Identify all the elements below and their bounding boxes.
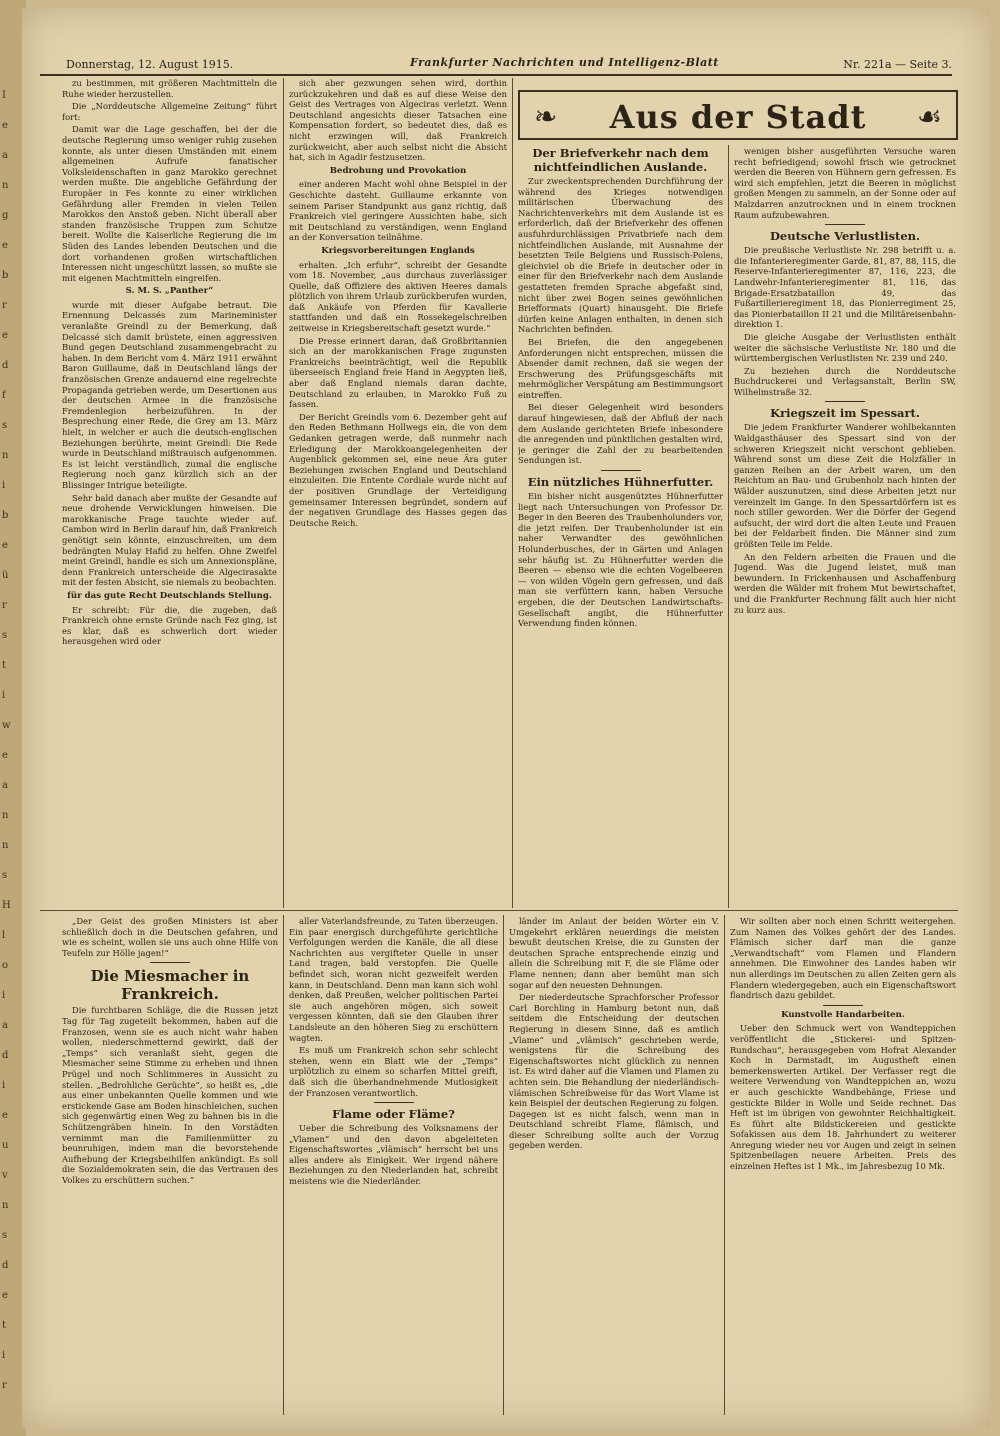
margin-letter: a [2, 150, 8, 161]
paragraph: wurde mit dieser Aufgabe betraut. Die Ernennung Delcassés zum Marineminister veranlaßte Greindl zu der Bemerkung, daß Delcassé sich damit brüstete, einen aggressiven Bund gegen Deutschland zusammengebracht zu haben. In dem Bericht vom 4. März 1911 erwähnt Baron Guillaume, daß in Deutschland längs der französischen Grenze andauernd eine regelrechte Propaganda getrieben werde, um Desertionen aus der deutschen Armee in die französische Fremdenlegion herbeizuführen. In der Besprechung einer Rede, die Grey am 13. März hielt, in welcher er auch die deutsch-englischen Beziehungen berührte, meint Greindl: Die Rede wurde in Deutschland mißtrauisch aufgenommen. Es ist leicht verständlich, zumal die englische Regierung noch ganz kürzlich sich an der Blissinger Intrigue beteiligte. [62, 299, 277, 490]
margin-letter: r [2, 600, 7, 611]
article-heading: Flame oder Fläme? [332, 1107, 455, 1122]
divider [823, 1005, 863, 1006]
paragraph: Der Bericht Greindls vom 6. Dezember geht auf den Reden Bethmann Hollwegs ein, die von dem Gedanken getragen werde, daß nunmehr nach Erledigung der Marokkoangelegenheiten der Augenblick gekommen sei, eine neue Ära guter Beziehungen zwischen England und Deutschland einzuleiten. Die Entente Cordiale wurde nicht auf der positiven Grundlage der Verteidigung gemeinsamer Interessen begründet, sondern auf der negativen Grundlage des Hasses gegen das Deutsche Reich. [289, 411, 507, 528]
margin-letter: i [2, 1080, 6, 1091]
paragraph: wenigen bisher ausgeführten Versuche waren recht befriedigend; sowohl frisch wie getrocknet werden die Beeren von Hühnern gern gefressen. Es wird sich empfehlen, jetzt die Beeren in möglichst großen Mengen zu sammeln, an der Sonne oder auf Malzdarren anzutrocknen und in einem trocknen Raum aufzubewahren. [734, 146, 956, 220]
column-divider [512, 78, 513, 908]
margin-letter: v [2, 1170, 8, 1181]
margin-letter: a [2, 1020, 8, 1031]
subheading: Kunstvolle Handarbeiten. [781, 1009, 905, 1020]
ornament-icon: ☙ [916, 100, 942, 133]
paragraph: Wir sollten aber noch einen Schritt weitergehen. Zum Namen des Volkes gehört der des Landes. Flämisch sicher darf man die ganze „Verwandtschaft“ vom Flamen und Flandern annehmen. Die Einwohner des Landes haben wir nun allerdings im Deutschen zu allen Zeiten gern als Flandern wiedergegeben, auch ein Eigenschaftswort flandrisch dazu gebildet. [730, 916, 956, 1001]
section-title: Aus der Stadt [609, 98, 867, 136]
paragraph: aller Vaterlandsfreunde, zu Taten überzeugen. Ein paar energisch durchgeführte gerichtliche Verfolgungen werden die Kanäle, die all diese Nachrichten aus vergifteter Quelle in unser Land tragen, bald verstopfen. Die Quelle befindet sich, woran nicht gezweifelt werden kann, in Deutschland. Denn man kann sich wohl denken, daß Preußen, welcher politischen Partei sie auch angehören mögen, sich soweit vergessen könnten, daß sie den Glauben ihrer Landsleute an den höheren Sieg zu erschüttern wagten. [289, 916, 498, 1043]
paragraph: An den Feldern arbeiten die Frauen und die Jugend. Was die Jugend leistet, muß man bewundern. In Frickenhausen und Aschaffenburg werden die Wälder mit frohem Mut bewirtschaftet, und die Frankfurter Rechnung fällt auch hier nicht zu kurz aus. [734, 551, 956, 615]
margin-letter: f [2, 390, 6, 401]
paragraph: Bei Briefen, die den angegebenen Anforderungen nicht entsprechen, müssen die Absender damit rechnen, daß sie wegen der Erschwerung des Prüfungsgeschäfts mit mehrmöglicher Verspätung am Bestimmungsort eintreffen. [518, 336, 723, 400]
margin-letter: t [2, 660, 7, 671]
margin-letter: l [2, 930, 6, 941]
paragraph: sich aber gezwungen sehen wird, dorthin zurückzukehren und daß es auf diese Weise den Geist des Vertrages von Algeciras verletzt. Wenn Deutschland angesichts dieser Tatsachen eine Kompensation fordert, so bedeutet dies, daß es nicht erzwingen will, daß Frankreich zurückweicht, aber auch selbst nicht die Absicht hat, sich in Agadir festzusetzen. [289, 78, 507, 163]
margin-letter: u [2, 1140, 9, 1151]
paragraph: länder im Anlaut der beiden Wörter ein V. Umgekehrt erklären neuerdings die meisten bewußt deutschen Kreise, die zu Gunsten der deutschen Sprache entsprechende einzig und allein die Schreibung mit F, die sie Fläme oder Flame nennen; dann aber bemüht man sich sogar auf den neuesten Dehnungen. [509, 916, 719, 990]
margin-letter: s [2, 870, 8, 881]
column-divider [283, 915, 284, 1415]
page-header [40, 54, 952, 76]
ornament-icon: ❧ [534, 100, 558, 133]
margin-letter: b [2, 270, 9, 281]
margin-letter: i [2, 1350, 6, 1361]
paragraph: Die jedem Frankfurter Wanderer wohlbekannten Waldgasthäuser des Spessart sind von der schweren Kriegszeit nicht verschont geblieben. Während sonst um diese Zeit die Holzfäller in ganzen Reihen an der Arbeit waren, um den Reichtum an Bau- und Grubenholz nach hinten der Wälder auszunutzen, sind diese Arbeiten jetzt nur vereinzelt im Gange. In den Spessartdörfern ist es noch stiller geworden. Wer die Dörfer der Gegend aufsucht, der wird dort die alten Leute und Frauen bei der Feldarbeit finden. Die Männer sind zum größten Teile im Felde. [734, 422, 956, 549]
margin-letter: g [2, 210, 9, 221]
paragraph: Zur zweckentsprechenden Durchführung der während des Krieges notwendigen militärischen Überwachung des Nachrichtenverkehrs mit dem Auslande ist es erforderlich, daß der Briefverkehr des offenen ausfuhrdurchlässigen Privatbriefe nach dem nichtfeindlichen Auslande, mit Ausnahme der besetzten Teile Belgiens und Russisch-Polens, gleichviel ob die Briefe in deutscher oder in einer für den Briefverkehr nach dem Auslande gestatteten fremden Sprache abgefaßt sind, nicht über zwei Bogen seines gewöhnlichen Briefformats (Quart) hinausgeht. Die Briefe dürfen keine Anlagen enthalten, in denen sich Nachrichten befinden. [518, 176, 723, 335]
margin-letter: n [2, 810, 9, 821]
column-divider [724, 915, 725, 1415]
paragraph: Es muß um Frankreich schon sehr schlecht stehen, wenn ein Blatt wie der „Temps“ urplötzlich zu einem so scharfen Mittel greift, daß sich die überhandnehmende Mutlosigkeit der Franzosen verantwortlich. [289, 1045, 498, 1098]
subheading: Kriegsvorbereitungen Englands [321, 245, 475, 256]
paragraph: einer anderen Macht wohl ohne Beispiel in der Geschichte dasteht. Guillaume erkannte von seinem Pariser Standpunkt aus ganz richtig, daß Frankreich viel geringere Aussichten habe, sich mit Deutschland zu verständigen, wenn England an der Konversation teilnähme. [289, 179, 507, 243]
divider [825, 224, 865, 225]
paragraph: Die „Norddeutsche Allgemeine Zeitung“ führt fort: [62, 101, 277, 122]
margin-letter: e [2, 120, 8, 131]
margin-letter: s [2, 630, 8, 641]
margin-letter: t [2, 1320, 7, 1331]
paragraph: Die furchtbaren Schläge, die die Russen jetzt Tag für Tag zugeteilt bekommen, haben auf die Franzosen, wenn sie es auch nicht wahr haben wollen, niederschmetternd gewirkt, daß der „Temps“ sich veranlaßt sieht, gegen die Miesmacher seine Stimme zu erheben und ihnen Prügel und noch Schlimmeres in Aussicht zu stellen. „Bedrohliche Gerüchte“, so heißt es, „die aus einer unbekannten Quelle kommen und wie erstickende Gase am Boden hinschleichen, suchen sich gegenwärtig einen Weg zu bahnen bis in die Schützengräben hinein. In den Vorstädten vernimmt man die Familienmütter zu beunruhigen, indem man die bevorstehende Aufhebung der Kriegsbeihilfen ankündigt. Es soll die Sozialdemokraten sein, die das Vertrauen des Volkes zu erschüttern suchen.“ [62, 1005, 278, 1185]
paragraph: Bei dieser Gelegenheit wird besonders darauf hingewiesen, daß der Abfluß der nach dem Auslande gerichteten Briefe inbesondere die anregenden und pünktlichen gestalten wird, je geringer die Zahl der zu bearbeitenden Sendungen ist. [518, 402, 723, 466]
margin-letter: d [2, 1050, 9, 1061]
paragraph: erhalten. „Ich erfuhr“, schreibt der Gesandte vom 18. November, „aus durchaus zuverlässiger Quelle, daß Offiziere des aktiven Heeres damals plötzlich von ihrem Urlaub zurückberufen wurden, daß Ankäufe von Pferden für Kavallerie stattfanden und daß ein Rossekegelschreiben zeitweise in Kriegsbereitschaft gesetzt wurde.“ [289, 259, 507, 334]
article-heading: Die Miesmacher in Frankreich. [90, 967, 250, 1004]
margin-letter: s [2, 1230, 8, 1241]
article-heading: Deutsche Verlustlisten. [769, 229, 921, 244]
margin-letter: n [2, 1200, 9, 1211]
article-heading: Kriegszeit im Spessart. [770, 406, 920, 421]
margin-letter: e [2, 1110, 8, 1121]
margin-letter: i [2, 990, 6, 1001]
lower-column-1 [62, 916, 278, 1416]
lower-column-2 [289, 916, 498, 1416]
column-3 [518, 146, 723, 906]
lower-column-4 [730, 916, 956, 1416]
paragraph: Die Presse erinnert daran, daß Großbritannien sich an der marokkanischen Frage zugunsten Frankreichs beeinträchtigt, weil die Republik überseeisch England freie Hand in Aegypten ließ, aber daß England niemals daran dachte, Deutschland zu erlauben, in Marokko Fuß zu fassen. [289, 335, 507, 410]
divider [374, 1102, 414, 1103]
column-1 [62, 78, 277, 906]
margin-letter: d [2, 1260, 9, 1271]
margin-letter: e [2, 1290, 8, 1301]
paragraph: Die gleiche Ausgabe der Verlustlisten enthält weiter die sächsische Verlustliste Nr. 180 und die württembergischen Verlustlisten Nr. 239 und 240. [734, 331, 956, 364]
divider [150, 962, 190, 963]
column-divider [503, 915, 504, 1415]
margin-letter: e [2, 240, 8, 251]
subheading: S. M. S. „Panther“ [125, 286, 214, 297]
column-4 [734, 146, 956, 906]
margin-letter: e [2, 330, 8, 341]
divider [601, 470, 641, 471]
paragraph: „Der Geist des großen Ministers ist aber schließlich doch in die Deutschen gefahren, und wie es scheint, wollen sie uns auch ohne Hilfe von Teufeln zur Hölle jagen!“ [62, 916, 278, 958]
margin-letter: e [2, 750, 8, 761]
margin-letter: ü [2, 570, 9, 581]
paragraph: Die preußische Verlustliste Nr. 298 betrifft u. a. die Infanterieregimenter Garde, 81, 87, 88, 115, die Reserve-Infanterieregimenter 87, 116, 223, die Landwehr-Infanterieregimenter 81, 116, das Brigade-Ersatzbataillon 49, das Fußartillerieregiment 18, das Pionierregiment 25, das Pionierbataillon II 21 und die Militäreisenbahn-direktion 1. [734, 245, 956, 330]
paragraph: Zu beziehen durch die Norddeutsche Buchdruckerei und Verlagsanstalt, Berlin SW, Wilhelmstraße 32. [734, 365, 956, 397]
column-2 [289, 78, 507, 906]
subheading: Bedrohung und Provokation [329, 165, 467, 176]
margin-letter: d [2, 360, 9, 371]
paragraph: Ueber die Schreibung des Volksnamens der „Vlamen“ und den davon abgeleiteten Eigenschaftswortes „vlämisch“ herrscht bei uns alles andere als Einigkeit. Wer irgend nähere Beziehungen zu den Niederlanden hat, schreibt meistens wie die Niederländer. [289, 1123, 498, 1187]
paragraph: Sehr bald danach aber mußte der Gesandte auf neue drohende Verwicklungen hinweisen. Die marokkanische Frage tauchte wieder auf. Cambon wird in Berlin darauf hin, daß Frankreich genötigt sein könnte, einzuschreiten, um dem bedrängten Mulay Hafid zu helfen. Ohne Zweifel meint Greindl, handle es sich um Annexionspläne, denn Frankreich unterscheide die Algecirasakte mit der festen Absicht, sie niemals zu beobachten. [62, 492, 277, 588]
paragraph: Ueber den Schmuck wert von Wandteppichen veröffentlicht die „Stickerei- und Spitzen-Rundschau“, herausgegeben vom Hofrat Alexander Koch in Darmstadt, im Augustheft einen bemerkenswerten Artikel. Der Verfasser regt die weitere Verwendung von Wandteppichen an, wozu er auch geschickte Wandbehänge, Friese und gestickte Bilder in Wolle und Seide rechnet. Das Heft ist im übrigen von gewohnter Reichhaltigkeit. Es führt alte Bildstickereien und gestickte Sofakissen aus dem 18. Jahrhundert zu weiterer Anregung wieder neu vor Augen und zeigt in seinen Spitzenbeilagen neuere Arbeiten. Preis des einzelnen Heftes ist 1 Mk., im Jahresbezug 10 Mk. [730, 1023, 956, 1172]
article-heading: Der Briefverkehr nach dem nichtfeindlichen Auslande. [532, 146, 709, 174]
paragraph: Damit war die Lage geschaffen, bei der die deutsche Regierung umso weniger ruhig zusehen konnte, als unter diesen Umständen mit einem allgemeinen Aufrufe fanatischer Volksleidenschaften in ganz Marokko gerechnet werden mußte. Die angebliche Gefährdung der Europäer in Fes konnte zu einer wirklichen Gefährdung aller Fremden in vielen Teilen Marokkos den Anstoß geben. Nicht überall aber standen französische Truppen zum Schutze bereit. Wollte die Kaiserliche Regierung die im Süden des Landes lebenden Deutschen und die dort vorhandenen großen wirtschaftlichen Interessen nicht ungeschützt lassen, so mußte sie mit eigenen Machtmitteln eingreifen. [62, 124, 277, 283]
margin-letter: r [2, 1380, 7, 1391]
divider [825, 401, 865, 402]
paragraph: zu bestimmen, mit größeren Machtmitteln die Ruhe wieder herzustellen. [62, 78, 277, 99]
margin-letter: r [2, 300, 7, 311]
margin-letter: b [2, 510, 9, 521]
margin-letter: o [2, 960, 9, 971]
margin-letter: i [2, 480, 6, 491]
margin-letter: H [2, 900, 11, 911]
margin-letter: a [2, 780, 8, 791]
paragraph: Der niederdeutsche Sprachforscher Professor Carl Borchling in Hamburg betont nun, daß seitdem die Entscheidung der deutschen Regierung in diesem Sinne, daß es amtlich „Vlame“ und „vlämisch“ geschrieben werde, wenigstens für die Schreibung des Eigenschaftswortes nicht glücklich zu nennen ist. Es wird daher auf die Vlamen und Flamen zu achten sein. Die Behandlung der niederländisch-vlämischen Schreibweise für das Wort Vlame ist kein Beispiel der deutschen Regierung zu folgen. Dagegen ist es nicht falsch, wenn man in Deutschland schreibt Flame, flämisch, und dieser Schreibung sollte auch der Vorzug gegeben werden. [509, 992, 719, 1151]
header-date: Donnerstag, 12. August 1915. [66, 58, 234, 71]
margin-letter: e [2, 540, 8, 551]
section-divider [40, 910, 958, 911]
paragraph: Ein bisher nicht ausgenütztes Hühnerfutter liegt nach Untersuchungen von Professor Dr. Beger in den Beeren des Traubenholunders vor, die jetzt reifen. Der Traubenholunder ist ein naher Verwandter des gewöhnlichen Holunderbusches, der in Gärten und Anlagen sehr häufig ist. Zu Hühnerfutter werden die Beeren — ebenso wie die echten Vogelbeeren — von wilden Vögeln gern gefressen, und daß man sie verfüttern kann, haben Versuche ergeben, die der Deutschen Landwirtschafts-Gesellschaft angibt, die Hühnerfutter Verwendung finden können. [518, 491, 723, 629]
section-masthead [518, 90, 958, 140]
column-divider [728, 145, 729, 908]
margin-letter: w [2, 720, 11, 731]
margin-letter: i [2, 690, 6, 701]
margin-letter: n [2, 840, 9, 851]
margin-letter: n [2, 180, 9, 191]
lower-column-3 [509, 916, 719, 1416]
column-divider [283, 78, 284, 908]
margin-letter: s [2, 420, 8, 431]
article-heading: Ein nützliches Hühnerfutter. [527, 475, 714, 490]
margin-letter: n [2, 450, 9, 461]
margin-letter: I [2, 90, 6, 101]
header-page-number: Nr. 221a — Seite 3. [843, 58, 952, 71]
paragraph: Er schreibt: Für die, die zugeben, daß Frankreich ohne ernste Gründe nach Fez ging, ist es klar, daß es schwerlich dort wieder herausgehen wird oder [62, 604, 277, 647]
header-title: Frankfurter Nachrichten und Intelligenz-Blatt [410, 56, 719, 69]
subheading: für das gute Recht Deutschlands Stellung. [67, 590, 272, 601]
